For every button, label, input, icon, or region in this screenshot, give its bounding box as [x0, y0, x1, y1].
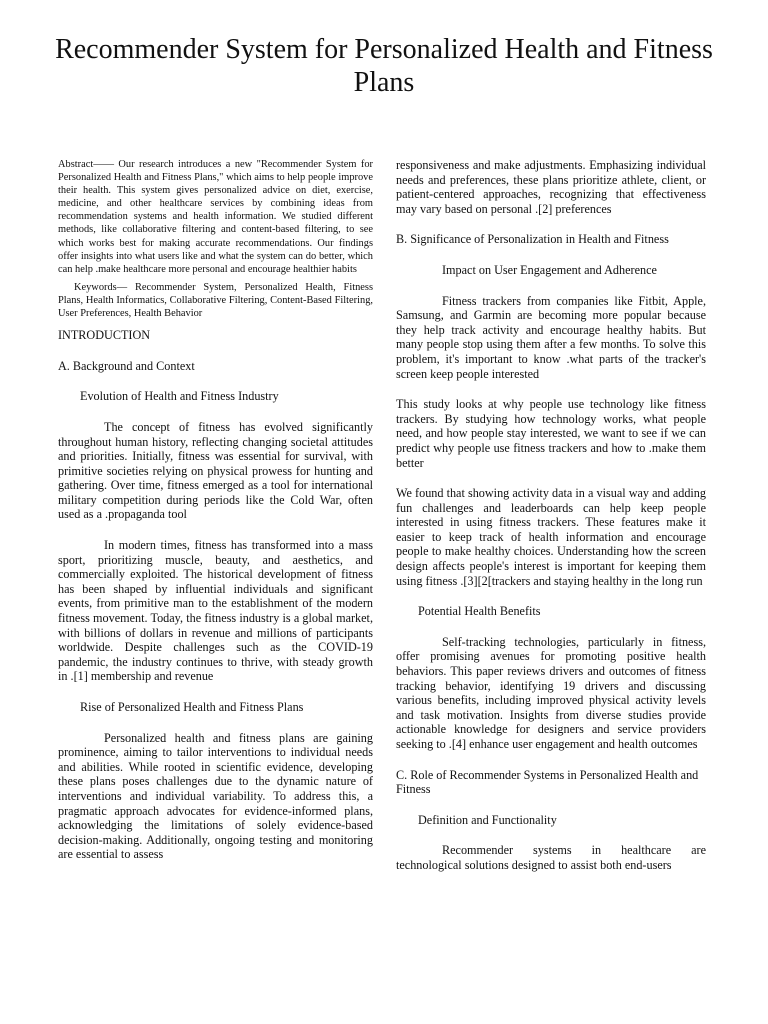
- paragraph-definition: Recommender systems in healthcare are technological solutions designed to assist both end-users: [396, 843, 706, 872]
- section-c-heading: C. Role of Recommender Systems in Personalized Health and Fitness: [396, 767, 699, 797]
- paragraph-evolution-2: In modern times, fitness has transformed into a mass sport, prioritizing muscle, beauty, and aesthetics, and commercially exploited. The historical development of fitness has been shaped by influential individuals and significant events, from primitive man to the establishment of the modern fitness movement. Today, the fitness industry is a global market, with billions of dollars in revenue and millions of participants worldwide. Despite challenges such as the COVID-19 pandemic, the industry continues to thrive, with steady growth in .[1] membership and revenue: [58, 538, 373, 684]
- paragraph-rise: Personalized health and fitness plans are gaining prominence, aiming to tailor interventions to individual needs and abilities. While rooted in scientific evidence, developing these plans poses challenges due to the dynamic nature of interventions and individual variability. To address this, a pragmatic approach advocates for evidence-informed plans, acknowledging the limitations of solely evidence-based decision-making. Additionally, ongoing testing and monitoring are essential to assess: [58, 730, 373, 862]
- subheading-impact: Impact on User Engagement and Adherence: [442, 262, 657, 277]
- subheading-evolution: Evolution of Health and Fitness Industry: [80, 389, 279, 404]
- subheading-potential: Potential Health Benefits: [418, 604, 541, 619]
- section-introduction-heading: INTRODUCTION: [58, 328, 151, 343]
- paper-title: Recommender System for Personalized Health and Fitness Plans: [55, 34, 713, 98]
- paragraph-evolution-1: The concept of fitness has evolved significantly throughout human history, reflecting changing societal attitudes and priorities. Initially, fitness was essential for survival, with primitive societies relying on physical prowess for hunting and gathering. Over time, fitness emerged as a tool for international military competition during periods like the Cold War, often used as a .propaganda tool: [58, 419, 373, 522]
- section-b-heading: B. Significance of Personalization in Health and Fitness: [396, 232, 669, 247]
- subheading-definition: Definition and Functionality: [418, 812, 557, 827]
- paragraph-impact-2: This study looks at why people use technology like fitness trackers. By studying how technology works, what people need, and how people stay interested, we want to see if we can predict why people use fitness trackers and how to .make them better: [396, 397, 706, 470]
- paragraph-rise-continued: responsiveness and make adjustments. Emphasizing individual needs and preferences, these plans prioritize athlete, client, or patient-centered approaches, recognizing that effectiveness may vary based on personal .[2] preferences: [396, 158, 706, 216]
- abstract: Abstract—— Our research introduces a new "Recommender System for Personalized Health and Fitness Plans," which aims to help people improve their health. This system gives personalized advice on diet, exercise, medicine, and other healthcare services by combining ideas from recommendation systems and health information. We studied different methods, like collaborative filtering and content-based filtering, to see which works best for making accurate recommendations. Our findings offer insights into what users like and what the system can do better, which can help .make healthcare more personal and encourage healthier habits: [58, 159, 373, 275]
- keywords: Keywords— Recommender System, Personalized Health, Fitness Plans, Health Informatics, Collaborative Filtering, Content-Based Filtering, User Preferences, Health Behavior: [58, 281, 373, 320]
- subheading-rise: Rise of Personalized Health and Fitness Plans: [80, 700, 304, 714]
- paragraph-impact-1: Fitness trackers from companies like Fitbit, Apple, Samsung, and Garmin are becoming more popular because they help track activity and encourage healthy habits. But many people stop using them after a few months. To solve this problem, it's important to know .what parts of the tracker's screen keep people interested: [396, 293, 706, 381]
- paragraph-impact-3: We found that showing activity data in a visual way and adding fun challenges and leaderboards can help keep people interested in using fitness trackers. These features make it easier to keep track of health information and encourage people to make healthy choices. Understanding how the screen design affects people's interest is important for keeping them using fitness .[3][2[trackers and staying healthy in the long run: [396, 486, 706, 588]
- right-column: [396, 158, 706, 873]
- left-column: [58, 158, 373, 862]
- section-a-heading: A. Background and Context: [58, 358, 195, 373]
- paragraph-potential: Self-tracking technologies, particularly in fitness, offer promising avenues for promoting positive health behaviors. This paper reviews drivers and outcomes of fitness tracking behavior, identifying 19 drivers and discussing various benefits, including improved physical activity levels and task motivation. Insights from diverse studies provide actionable knowledge for designers and service providers seeking to .[4] enhance user engagement and health outcomes: [396, 634, 706, 751]
